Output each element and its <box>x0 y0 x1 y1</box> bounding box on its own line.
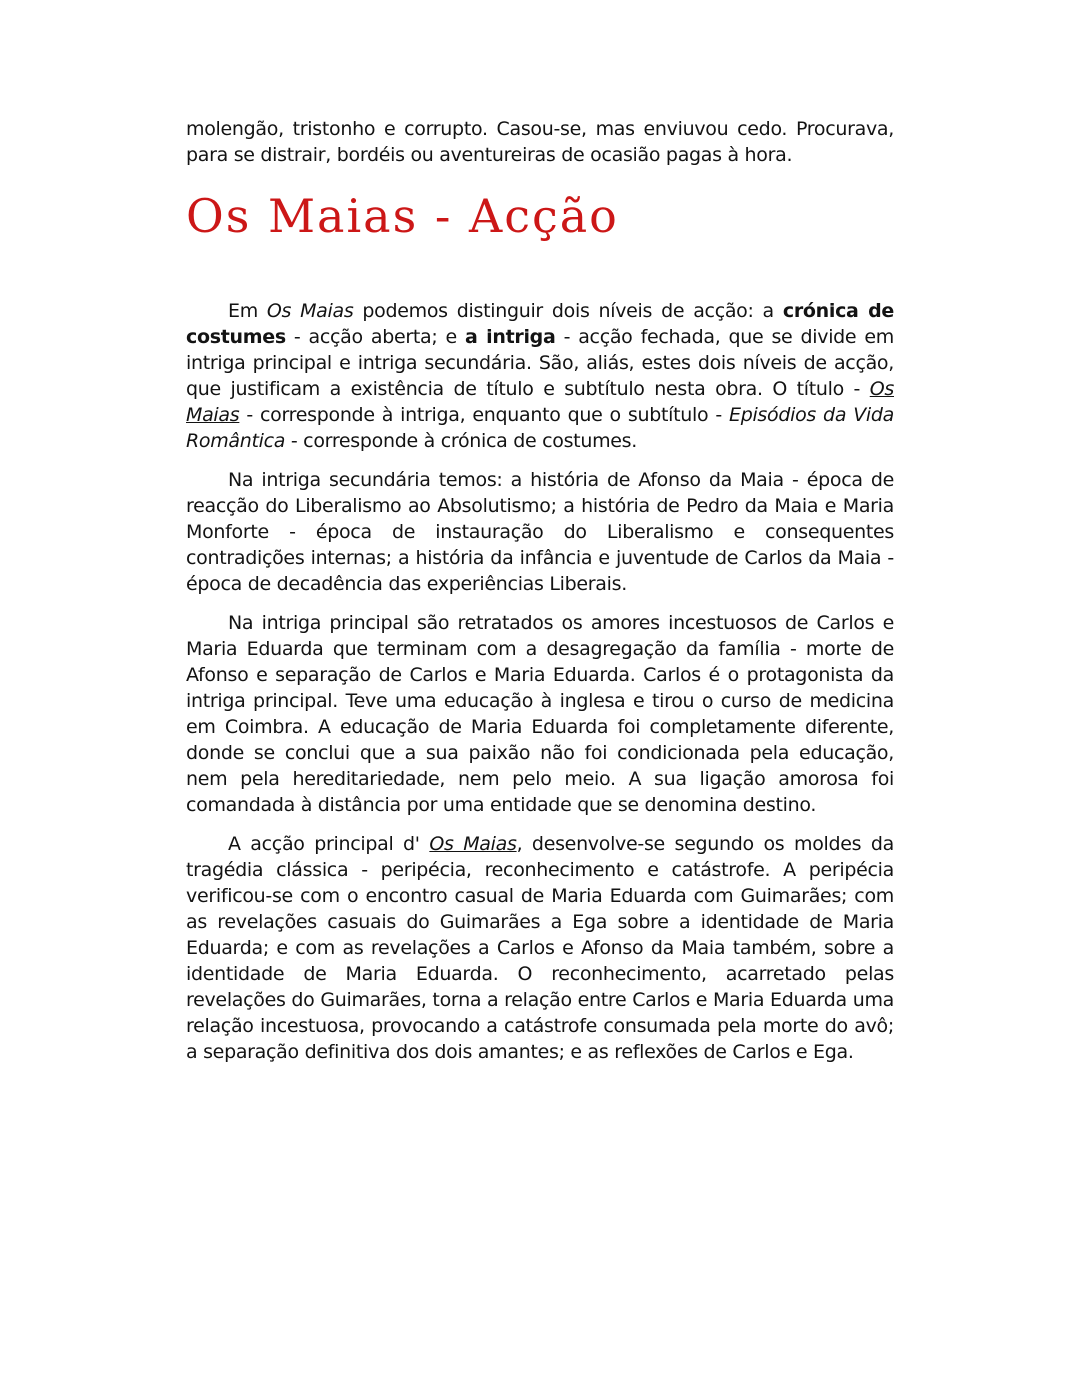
text-run: Episódios da Vida Romântica <box>186 404 894 452</box>
text-run: A acção principal d' <box>228 833 430 855</box>
paragraph-continuation <box>186 116 894 168</box>
text-run: , desenvolve-se segundo os moldes da tragédia clássica - peripécia, reconhecimento e catástrofe. A peripécia verificou-se com o encontro casual de Maria Eduarda com Guimarães; com as revelações casuais do Guimarães a Ega sobre a identidade de Maria Eduarda; e com as revelações a Carlos e Afonso da Maia também, sobre a identidade de Maria Eduarda. O reconhecimento, acarretado pelas revelações do Guimarães, torna a relação entre Carlos e Maria Eduarda uma relação incestuosa, provocando a catástrofe consumada pela morte do avô; a separação definitiva dos dois amantes; e as reflexões de Carlos e Ega. <box>186 833 894 1063</box>
document-content <box>186 116 894 1078</box>
text-run: Em <box>228 300 267 322</box>
text-run: crónica de costumes <box>186 300 894 348</box>
text-run: - acção aberta; e <box>285 326 466 348</box>
text-run: Na intriga secundária temos: a história de Afonso da Maia - época de reacção do Liberalismo ao Absolutismo; a história de Pedro da Maia e Maria Monforte - época de instauração do Liberalismo e consequentes contradições internas; a história da infância e juventude de Carlos da Maia - época de decadência das experiências Liberais. <box>186 469 894 595</box>
text-run: podemos distinguir dois níveis de acção: a <box>353 300 783 322</box>
paragraph-intriga-principal <box>186 610 894 818</box>
paragraph-accao-principal <box>186 831 894 1065</box>
text-run: Os Maias <box>266 300 354 322</box>
section-heading: Os Maias - Acção <box>186 189 619 243</box>
text-run: Na intriga principal são retratados os amores incestuosos de Carlos e Maria Eduarda que terminam com a desagregação da família - morte de Afonso e separação de Carlos e Maria Eduarda. Carlos é o protagonista da intriga principal. Teve uma educação à inglesa e tirou o curso de medicina em Coimbra. A educação de Maria Eduarda foi completamente diferente, donde se conclui que a sua paixão não foi condicionada pela educação, nem pela hereditariedade, nem pelo meio. A sua ligação amorosa foi comandada à distância por uma entidade que se denomina destino. <box>186 612 894 816</box>
text-run: a intriga <box>465 326 556 348</box>
text-run: - acção fechada, que se divide em intriga principal e intriga secundária. São, aliás, estes dois níveis de acção, que justificam a existência de título e subtítulo nesta obra. O título - <box>186 326 894 400</box>
text-run: - corresponde à intriga, enquanto que o subtítulo - <box>239 404 729 426</box>
text-run: Os Maias <box>429 833 517 855</box>
paragraph-niveis-de-accao <box>186 298 894 454</box>
paragraph-intriga-secundaria <box>186 467 894 597</box>
text-run: molengão, tristonho e corrupto. Casou-se, mas enviuvou cedo. Procurava, para se distrair, bordéis ou aventureiras de ocasião pagas à hora. <box>186 118 894 166</box>
text-run: - corresponde à crónica de costumes. <box>285 430 638 452</box>
text-run: Os Maias <box>186 378 894 426</box>
